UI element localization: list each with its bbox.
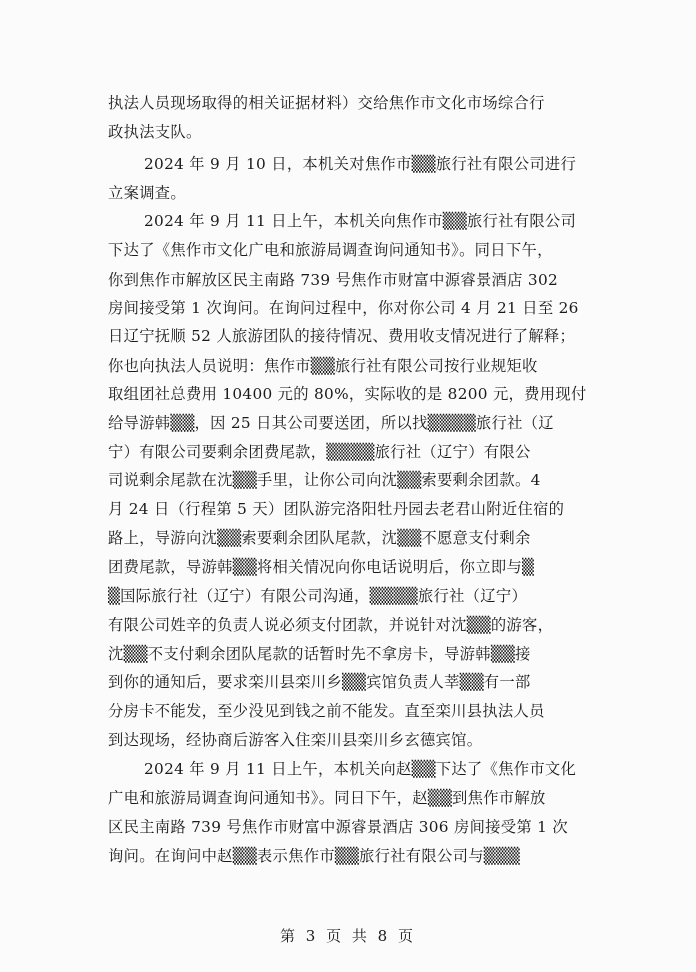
- paragraph-line: 有限公司姓辛的负责人说必须支付团款，并说针对沈▒▒的游客，: [108, 616, 554, 634]
- paragraph-line: 团费尾款，导游韩▒▒将相关情况向你电话说明后，你立即与▒: [108, 558, 535, 576]
- paragraph-line: 给导游韩▒▒，因 25 日其公司要送团，所以找▒▒▒▒旅行社（辽: [108, 414, 554, 432]
- paragraph-line: 2024 年 9 月 11 日上午，本机关向焦作市▒▒旅行社有限公司: [144, 212, 577, 230]
- paragraph-line: 宁）有限公司要剩余团费尾款，▒▒▒▒旅行社（辽宁）有限公: [108, 443, 531, 461]
- paragraph-line: 广电和旅游局调查询问通知书》。同日下午，赵▒▒到焦作市解放: [108, 789, 546, 807]
- paragraph-line: 到你的通知后，要求栾川县栾川乡▒▒宾馆负责人莘▒▒有一部: [108, 673, 531, 691]
- paragraph-line: 2024 年 9 月 10 日，本机关对焦作市▒▒旅行社有限公司进行: [144, 155, 577, 173]
- paragraph-line: 立案调查。: [108, 184, 186, 202]
- paragraph-line: 分房卡不能发，至少没见到钱之前不能发。直至栾川县执法人员: [108, 702, 545, 720]
- paragraph-line: 2024 年 9 月 11 日上午，本机关向赵▒▒下达了《焦作市文化: [144, 760, 577, 778]
- paragraph-line: 政执法支队。: [108, 123, 202, 141]
- paragraph-line: 路上，导游向沈▒▒索要剩余团队尾款，沈▒▒不愿意支付剩余: [108, 529, 531, 547]
- paragraph-line: 司说剩余尾款在沈▒▒手里，让你公司向沈▒▒索要剩余团款。4: [108, 471, 541, 489]
- paragraph-line: 执法人员现场取得的相关证据材料）交给焦作市文化市场综合行: [108, 94, 545, 112]
- paragraph-line: 你到焦作市解放区民主南路 739 号焦作市财富中源睿景酒店 302: [108, 271, 559, 289]
- paragraph-line: 区民主南路 739 号焦作市财富中源睿景酒店 306 房间接受第 1 次: [108, 818, 568, 836]
- paragraph-line: 下达了《焦作市文化广电和旅游局调查询问通知书》。同日下午，: [108, 241, 553, 259]
- page-number-footer: 第 3 页 共 8 页: [280, 927, 416, 945]
- paragraph-line: 房间接受第 1 次询问。在询问过程中，你对你公司 4 月 21 日至 26: [108, 299, 579, 317]
- paragraph-line: 月 24 日（行程第 5 天）团队游完洛阳牡丹园去老君山附近住宿的: [108, 500, 565, 518]
- paragraph-line: 到达现场，经协商后游客入住栾川县栾川乡玄德宾馆。: [108, 731, 483, 749]
- paragraph-line: 沈▒▒不支付剩余团队尾款的话暂时先不拿房卡，导游韩▒▒接: [108, 645, 531, 663]
- paragraph-line: 询问。在询问中赵▒▒表示焦作市▒▒旅行社有限公司与▒▒▒: [108, 847, 520, 865]
- paragraph-line: ▒国际旅行社（辽宁）有限公司沟通，▒▒▒▒旅行社（辽宁）: [108, 587, 528, 605]
- paragraph-line: 你也向执法人员说明：焦作市▒▒旅行社有限公司按行业规矩收: [108, 357, 538, 375]
- paragraph-line: 取组团社总费用 10400 元的 80%，实际收的是 8200 元，费用现付: [108, 385, 587, 403]
- paragraph-line: 日辽宁抚顺 52 人旅游团队的接待情况、费用收支情况进行了解释；: [108, 327, 576, 345]
